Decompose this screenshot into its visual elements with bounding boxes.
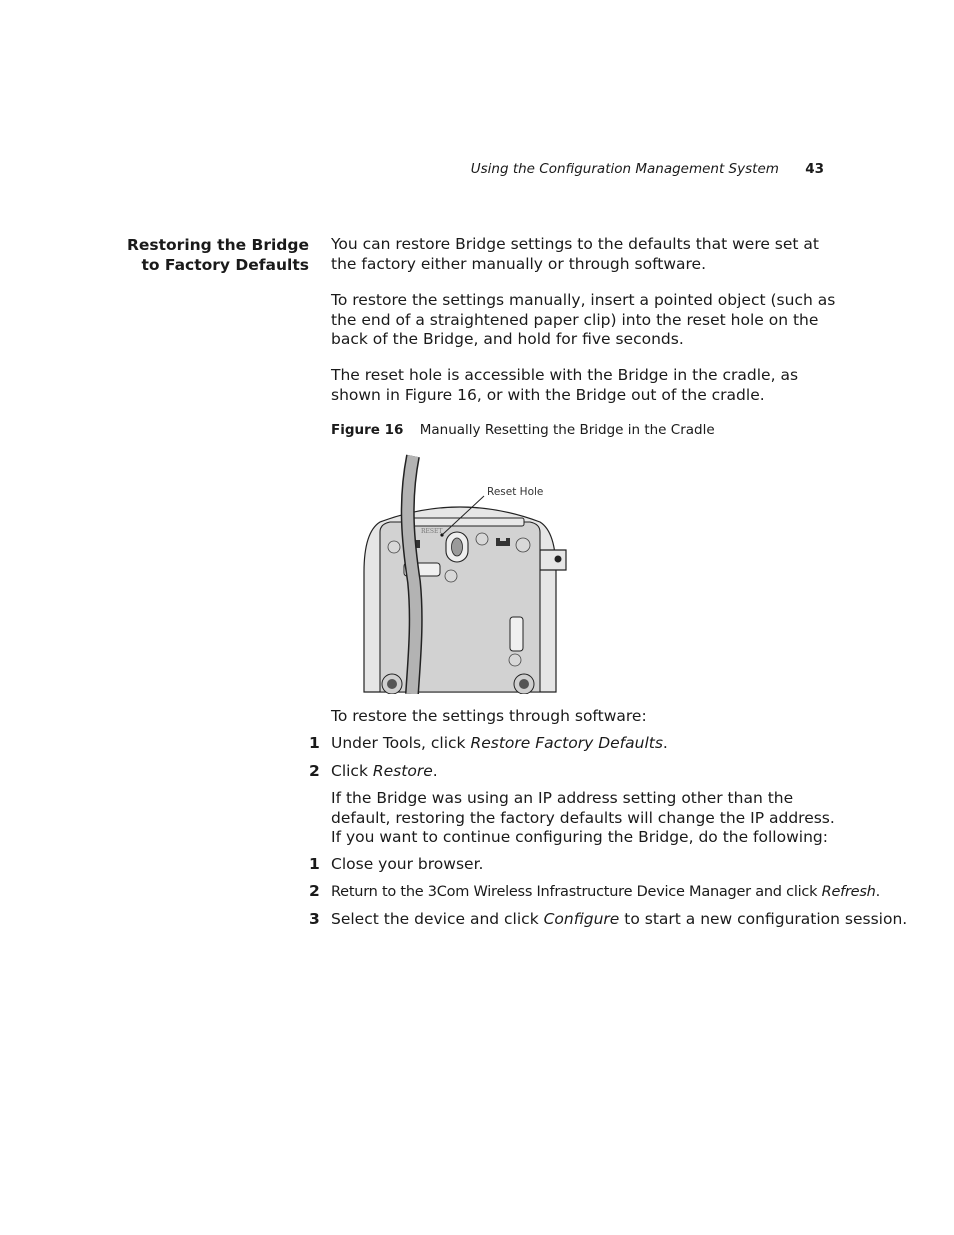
- section-heading-line2: to Factory Defaults: [141, 256, 309, 274]
- step-number: 2: [309, 762, 320, 780]
- pad-icon: [388, 541, 400, 553]
- paragraph-intro: You can restore Bridge settings to the defaults that were set at the factory either manually or through software.: [331, 235, 820, 273]
- screw-icon: [519, 679, 529, 689]
- keyhole-icon: [452, 538, 463, 556]
- screw-icon: [387, 679, 397, 689]
- figure-caption: [331, 422, 715, 438]
- step-punct: .: [875, 884, 880, 900]
- step-text: Click: [331, 762, 373, 780]
- pad-icon: [445, 570, 457, 582]
- vertical-slot: [510, 617, 523, 651]
- section-heading-line1: Restoring the Bridge: [126, 236, 309, 254]
- paragraph-manual-reset: To restore the settings manually, insert a pointed object (such as the end of a straightened paper clip) into the reset hole on the back of the Bridge, and hold for five seconds.: [331, 291, 836, 349]
- page-number: 43: [805, 161, 824, 177]
- pad-icon: [476, 533, 488, 545]
- top-slot: [404, 518, 524, 526]
- step-punct: .: [662, 734, 668, 752]
- step-emphasis: Configure: [543, 910, 620, 928]
- step-emphasis: Refresh: [821, 884, 876, 900]
- section-heading: [110, 235, 309, 275]
- step-punct: to start a new configuration session.: [619, 910, 908, 928]
- step-emphasis: Restore: [372, 762, 433, 780]
- step-text: Close your browser.: [331, 855, 484, 873]
- software-intro: To restore the settings through software:: [331, 707, 647, 725]
- reset-hole-label: Reset Hole: [487, 486, 544, 498]
- paragraph-reset-hole: The reset hole is accessible with the Bridge in the cradle, as shown in Figure 16, or with the Bridge out of the cradle.: [331, 366, 799, 404]
- running-title: Using the Configuration Management System: [470, 161, 779, 177]
- paragraph-ip-note: If the Bridge was using an IP address setting other than the default, restoring the factory defaults will change the IP address. If you want to continue configuring the Bridge, do the following:: [331, 789, 835, 847]
- step-emphasis: Restore Factory Defaults: [470, 734, 663, 752]
- running-header: [471, 161, 824, 177]
- step-2: [309, 762, 849, 782]
- step-text: Select the device and click: [331, 910, 544, 928]
- step-number: 2: [309, 882, 320, 900]
- substep-3: [309, 910, 908, 930]
- step-number: 1: [309, 855, 320, 873]
- pad-icon: [516, 538, 530, 552]
- pad-icon: [509, 654, 521, 666]
- step-text: Under Tools, click: [331, 734, 471, 752]
- step-number: 1: [309, 734, 320, 752]
- figure-caption-text: Manually Resetting the Bridge in the Cradle: [419, 422, 715, 438]
- figure-number: Figure 16: [331, 422, 404, 438]
- substep-1: [309, 855, 849, 875]
- step-punct: .: [432, 762, 438, 780]
- step-number: 3: [309, 910, 320, 928]
- cradle-tab: [540, 550, 566, 570]
- tab-screw-icon: [555, 556, 562, 563]
- step-text: Return to the 3Com Wireless Infrastructure Device Manager and click: [331, 884, 822, 900]
- figure-bridge-cradle: [360, 452, 570, 694]
- reset-silkscreen-label: RESET: [421, 528, 443, 535]
- substep-2: [309, 882, 880, 903]
- step-1: [309, 734, 849, 754]
